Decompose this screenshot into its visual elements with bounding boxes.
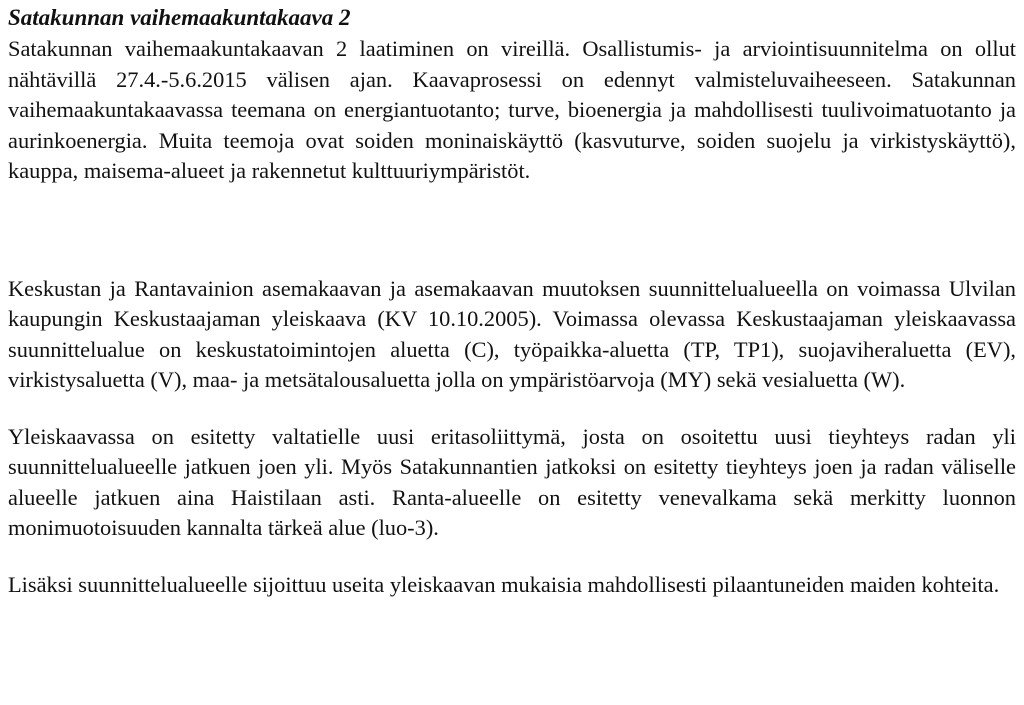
paragraph-maakuntakaava: Satakunnan vaihemaakuntakaavan 2 laatiminen on vireillä. Osallistumis- ja arviointisuunnitelma on ollut nähtävillä 27.4.-5.6.2015 välisen ajan. Kaavaprosessi on edennyt valmisteluvaiheeseen. Satakunnan vaihemaakuntakaavassa teemana on energiantuotanto; turve, bioenergia ja mahdollisesti tuulivoimatuotanto ja aurinkoenergia. Muita teemoja ovat soiden moninaiskäyttö (kasvuturve, soiden suojelu ja virkistyskäyttö), kauppa, maisema-alueet ja rakennetut kulttuuriympäristöt. xyxy=(8,36,1016,183)
section-heading: Satakunnan vaihemaakuntakaava 2 xyxy=(8,5,351,30)
document-page xyxy=(8,0,1016,600)
paragraph-tieyhteys: Yleiskaavassa on esitetty valtatielle uusi eritasoliittymä, josta on osoitettu uusi tieyhteys radan yli suunnittelualueelle jatkuen joen yli. Myös Satakunnantien jatkoksi on esitetty tieyhteys joen ja radan väliselle alueelle jatkuen aina Haistilaan asti. Ranta-alueelle on esitetty venevalkama sekä merkitty luonnon monimuotoisuuden kannalta tärkeä alue (luo-3). xyxy=(8,423,1016,540)
paragraph-yleiskaava: Keskustan ja Rantavainion asemakaavan ja asemakaavan muutoksen suunnittelualueella on voimassa Ulvilan kaupungin Keskustaajaman yleiskaava (KV 10.10.2005). Voimassa olevassa Keskustaajaman yleiskaavassa suunnittelualue on keskustatoimintojen aluetta (C), työpaikka-aluetta (TP, TP1), suojaviheraluetta (EV), virkistysaluetta (V), maa- ja metsätalousaluetta jolla on ympäristöarvoja (MY) sekä vesialuetta (W). xyxy=(8,275,1016,392)
paragraph-pilaantuneet-maat: Lisäksi suunnittelualueelle sijoittuu useita yleiskaavan mukaisia mahdollisesti pilaantuneiden maiden kohteita. xyxy=(8,571,1000,597)
